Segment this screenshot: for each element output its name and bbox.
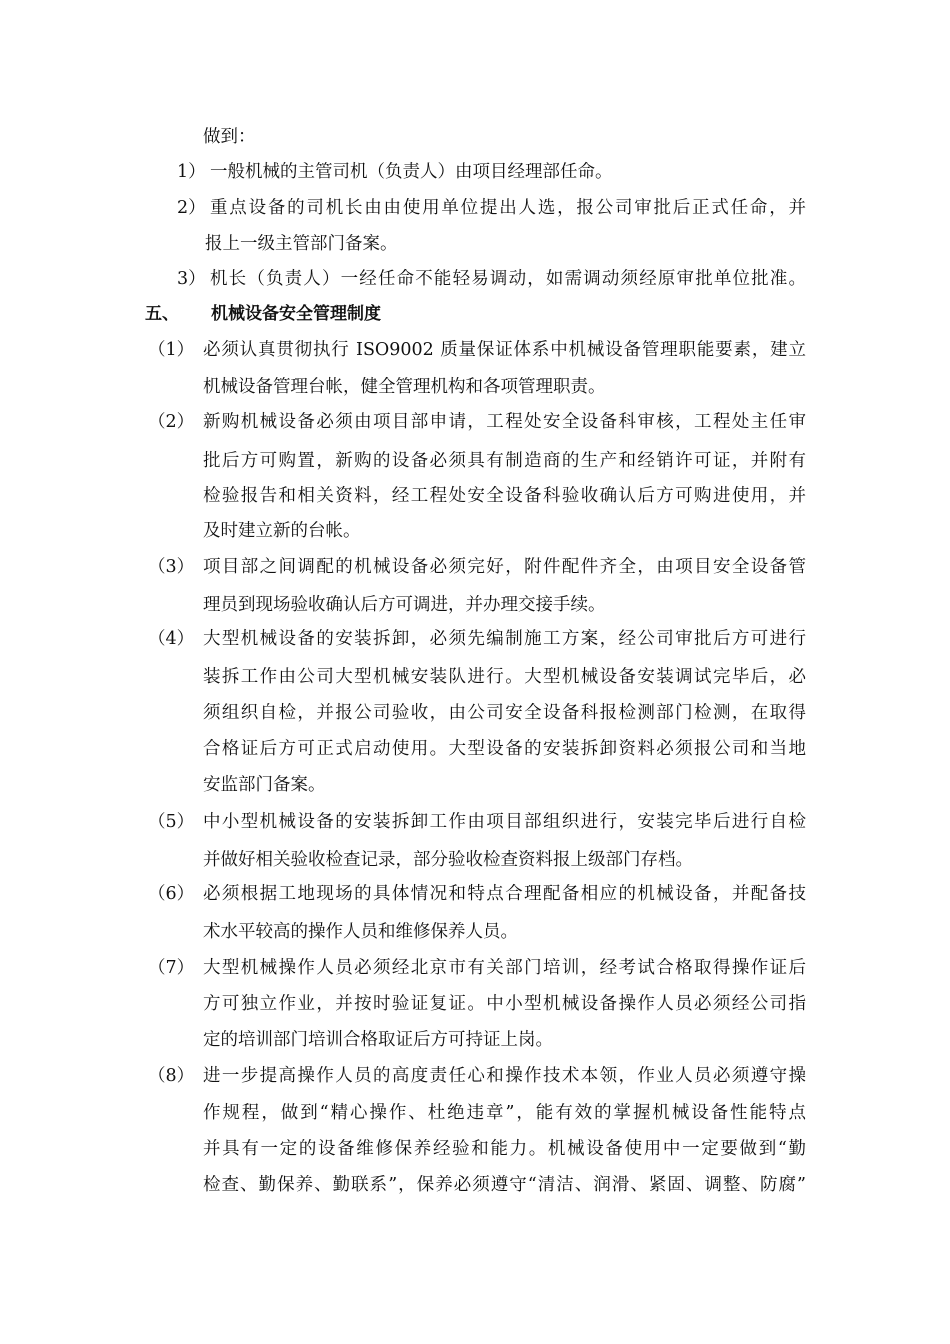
item-5-line-2: 并做好相关验收检查记录，部分验收检查资料报上级部门存档。 <box>203 850 693 870</box>
item-4-line-5: 安监部门备案。 <box>203 775 326 795</box>
item-8-number: （8） <box>148 1066 195 1086</box>
sub-item-2-line-2: 报上一级主管部门备案。 <box>205 234 398 254</box>
item-2-line-1: 新购机械设备必须由项目部申请，工程处安全设备科审核，工程处主任审 <box>203 412 806 432</box>
intro-text: 做到： <box>203 127 256 147</box>
item-3-line-1: 项目部之间调配的机械设备必须完好，附件配件齐全，由项目安全设备管 <box>203 557 806 577</box>
item-7-line-1: 大型机械操作人员必须经北京市有关部门培训，经考试合格取得操作证后 <box>203 958 806 978</box>
item-7-line-3: 定的培训部门培训合格取证后方可持证上岗。 <box>203 1030 553 1050</box>
item-1-number: （1） <box>148 340 195 360</box>
item-2-line-4: 及时建立新的台帐。 <box>203 521 361 541</box>
sub-item-2-number: 2） <box>177 198 206 218</box>
item-6-number: （6） <box>148 884 195 904</box>
item-6-line-1: 必须根据工地现场的具体情况和特点合理配备相应的机械设备，并配备技 <box>203 884 806 904</box>
item-8-line-1: 进一步提高操作人员的高度责任心和操作技术本领，作业人员必须遵守操 <box>203 1066 806 1086</box>
item-3-line-2: 理员到现场验收确认后方可调进，并办理交接手续。 <box>203 595 606 615</box>
sub-item-1-number: 1） <box>177 162 206 182</box>
item-1-line-1: 必须认真贯彻执行 ISO9002 质量保证体系中机械设备管理职能要素，建立 <box>203 340 806 360</box>
section-title: 机械设备安全管理制度 <box>211 304 381 324</box>
item-7-number: （7） <box>148 958 195 978</box>
item-2-line-3: 检验报告和相关资料，经工程处安全设备科验收确认后方可购进使用，并 <box>203 486 806 506</box>
item-2-line-2: 批后方可购置，新购的设备必须具有制造商的生产和经销许可证，并附有 <box>203 451 806 471</box>
item-3-number: （3） <box>148 557 195 577</box>
item-5-line-1: 中小型机械设备的安装拆卸工作由项目部组织进行，安装完毕后进行自检 <box>203 812 806 832</box>
item-5-number: （5） <box>148 812 195 832</box>
item-4-number: （4） <box>148 629 195 649</box>
sub-item-3-line-1: 机长（负责人）一经任命不能轻易调动，如需调动须经原审批单位批准。 <box>210 269 806 289</box>
item-2-number: （2） <box>148 412 195 432</box>
item-8-line-3: 并具有一定的设备维修保养经验和能力。机械设备使用中一定要做到“勤 <box>203 1139 806 1159</box>
sub-item-1-line-1: 一般机械的主管司机（负责人）由项目经理部任命。 <box>210 162 613 182</box>
item-7-line-2: 方可独立作业，并按时验证复证。中小型机械设备操作人员必须经公司指 <box>203 994 806 1014</box>
section-number: 五、 <box>145 304 179 324</box>
sub-item-2-line-1: 重点设备的司机长由由使用单位提出人选，报公司审批后正式任命，并 <box>210 198 806 218</box>
item-1-line-2: 机械设备管理台帐，健全管理机构和各项管理职责。 <box>203 377 606 397</box>
item-4-line-2: 装拆工作由公司大型机械安装队进行。大型机械设备安装调试完毕后，必 <box>203 667 806 687</box>
item-4-line-3: 须组织自检，并报公司验收，由公司安全设备科报检测部门检测，在取得 <box>203 703 806 723</box>
item-6-line-2: 术水平较高的操作人员和维修保养人员。 <box>203 922 518 942</box>
sub-item-3-number: 3） <box>177 269 206 289</box>
item-8-line-4: 检查、勤保养、勤联系”，保养必须遵守“清洁、润滑、紧固、调整、防腐” <box>203 1175 806 1195</box>
item-4-line-4: 合格证后方可正式启动使用。大型设备的安装拆卸资料必须报公司和当地 <box>203 739 806 759</box>
item-4-line-1: 大型机械设备的安装拆卸，必须先编制施工方案，经公司审批后方可进行 <box>203 629 806 649</box>
item-8-line-2: 作规程，做到“精心操作、杜绝违章”，能有效的掌握机械设备性能特点 <box>203 1103 806 1123</box>
